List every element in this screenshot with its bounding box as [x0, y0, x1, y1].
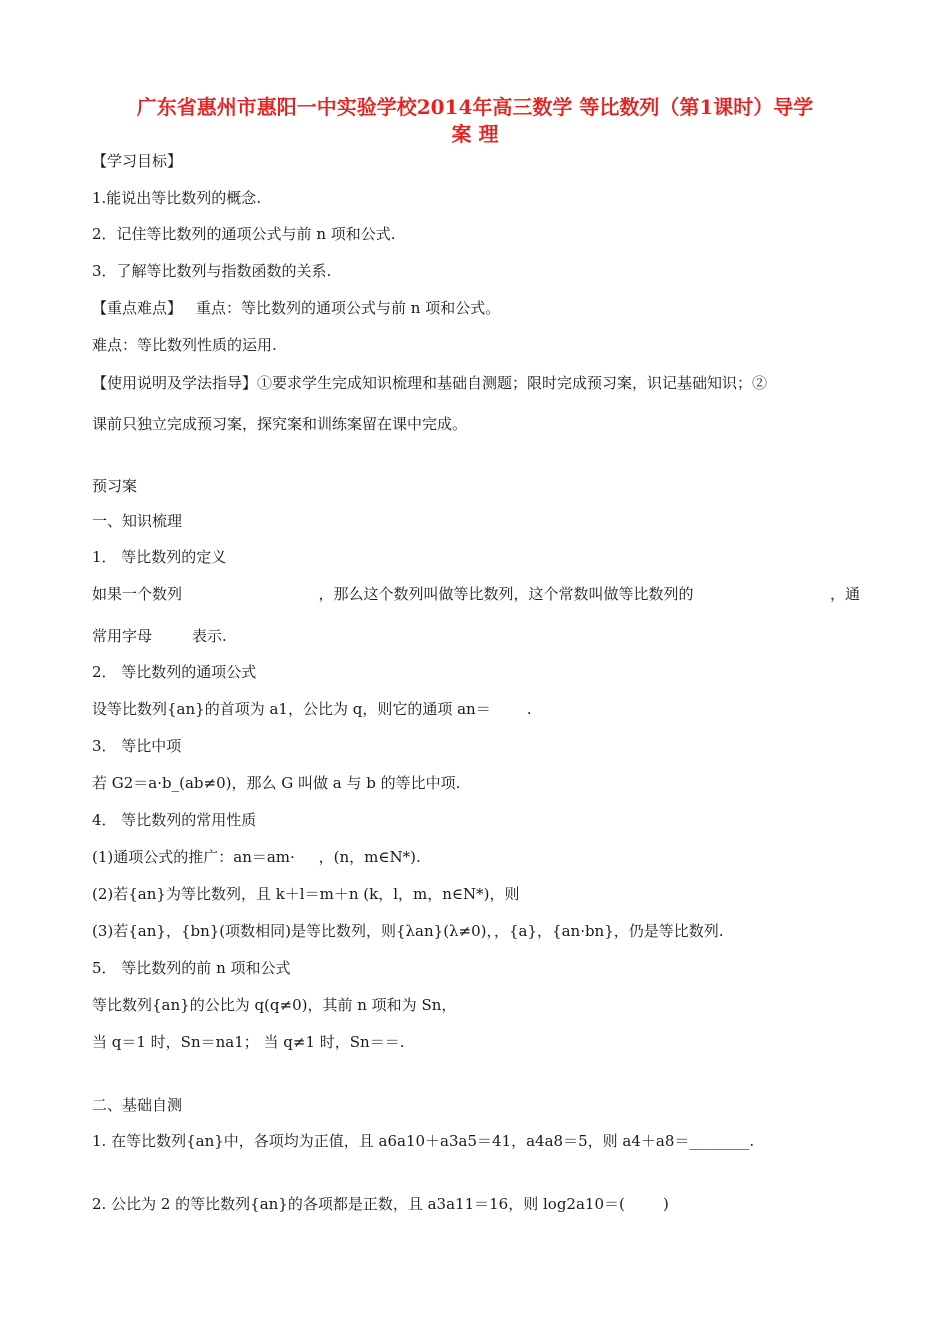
section-knowledge: 一、知识梳理 [92, 512, 183, 530]
key-points-text: 重点：等比数列的通项公式与前 n 项和公式。 [196, 299, 501, 317]
usage-line-2: 课前只独立完成预习案，探究案和训练案留在课中完成。 [92, 415, 468, 433]
definition-text-c: ，通 [829, 585, 860, 603]
middle-term-text: 若 G2＝a·b_(ab≠0)，那么 G 叫做 a 与 b 的等比中项. [92, 774, 461, 792]
general-term-heading: 2． 等比数列的通项公式 [92, 663, 257, 681]
general-term-text-a: 设等比数列{an}的首项为 a1，公比为 q，则它的通项 an＝ [92, 700, 491, 718]
sum-text-2: 当 q＝1 时，Sn＝na1； 当 q≠1 时，Sn＝＝. [92, 1033, 405, 1051]
general-term-text-b: . [526, 700, 532, 718]
document-title [92, 94, 858, 148]
property-2: (2)若{an}为等比数列，且 k＋l＝m＋n (k，l，m，n∈N*)，则 [92, 885, 520, 903]
general-term-text [92, 699, 531, 719]
sum-heading: 5． 等比数列的前 n 项和公式 [92, 959, 291, 977]
key-points-label: 【重点难点】 [92, 299, 183, 317]
selftest-heading: 二、基础自测 [92, 1096, 183, 1114]
difficulty-text: 难点：等比数列性质的运用. [92, 336, 277, 354]
definition-heading: 1． 等比数列的定义 [92, 548, 227, 566]
properties-heading: 4． 等比数列的常用性质 [92, 811, 257, 829]
title-line-2: 案 理 [451, 122, 499, 146]
definition-line-1 [92, 584, 860, 604]
middle-term-heading: 3． 等比中项 [92, 737, 182, 755]
preview-heading: 预习案 [92, 477, 138, 495]
property-3: (3)若{an}，{bn}(项数相同)是等比数列，则{λan}(λ≠0)，，{a}，{an·bn}，仍是等比数列. [92, 922, 724, 940]
definition-text-b: ，那么这个数列叫做等比数列，这个常数叫做等比数列的 [318, 585, 694, 603]
goals-heading: 【学习目标】 [92, 152, 183, 170]
definition-line2-a: 常用字母 [92, 627, 153, 645]
key-points [92, 298, 500, 318]
goal-item-3: 3．了解等比数列与指数函数的关系. [92, 262, 332, 280]
usage-line-1: 【使用说明及学法指导】①要求学生完成知识梳理和基础自测题；限时完成预习案，识记基础知识；② [92, 374, 768, 392]
sum-text-1: 等比数列{an}的公比为 q(q≠0)，其前 n 项和为 Sn， [92, 996, 457, 1014]
goal-item-1: 1.能说出等比数列的概念. [92, 189, 262, 207]
definition-line-2 [92, 626, 227, 646]
title-line-1: 广东省惠州市惠阳一中实验学校2014年高三数学 等比数列（第1课时）导学 [136, 95, 814, 119]
selftest-question-1: 1. 在等比数列{an}中，各项均为正值，且 a6a10＋a3a5＝41，a4a8＝5，则 a4＋a8＝________. [92, 1132, 755, 1150]
definition-line2-b: 表示. [192, 627, 227, 645]
definition-text-a: 如果一个数列 [92, 585, 183, 603]
selftest-question-2: 2. 公比为 2 的等比数列{an}的各项都是正数，且 a3a11＝16，则 log2a10＝( ) [92, 1195, 669, 1213]
goal-item-2: 2．记住等比数列的通项公式与前 n 项和公式. [92, 225, 396, 243]
property-1: (1)通项公式的推广：an＝am· ，(n，m∈N*). [92, 848, 421, 866]
